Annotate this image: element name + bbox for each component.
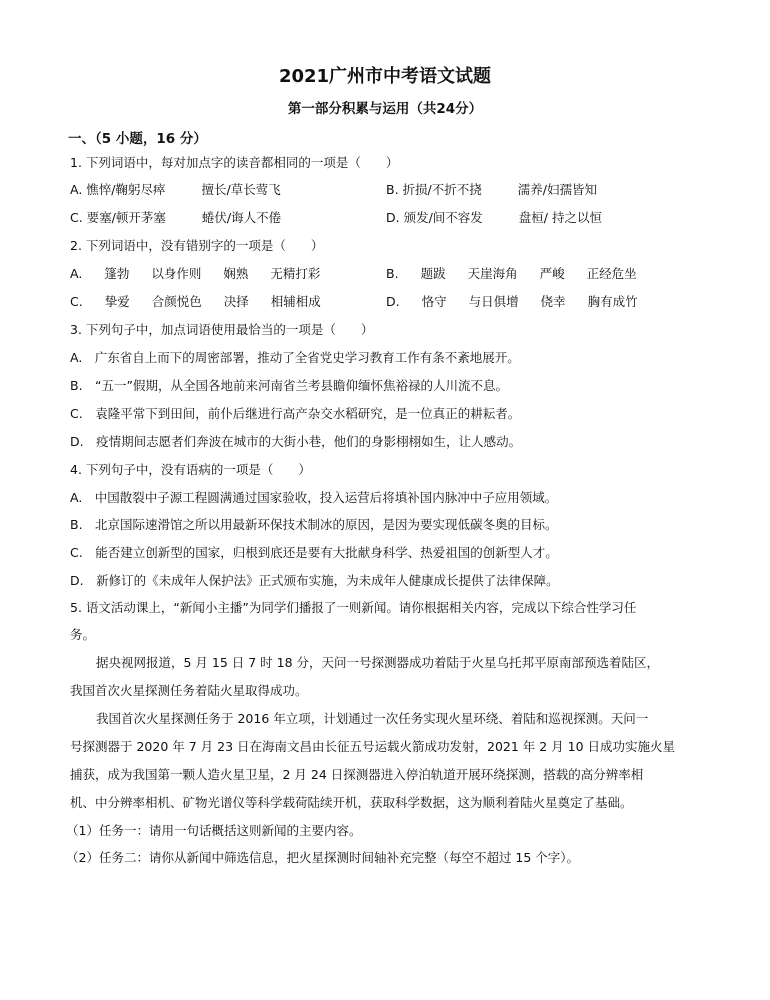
q2-a-letter: A. (70, 266, 83, 281)
q2-c-word: 决择 (223, 294, 249, 309)
q2-c-letter: C. (70, 294, 83, 309)
q1-c-word1: C. 要塞/顿开茅塞 (70, 210, 166, 225)
q2-b-letter: B. (386, 266, 399, 281)
q1-option-b (386, 180, 597, 198)
q2-c-word: 合颜悦色 (151, 294, 202, 309)
q2-option-a (70, 264, 342, 282)
q2-b-word: 严峻 (539, 266, 565, 281)
page-title: 2021广州市中考语文试题 (278, 66, 492, 87)
question-1-stem: 1. 下列词语中，每对加点字的读音都相同的一项是（ ） (70, 155, 399, 170)
q2-a-word: 无精打彩 (270, 266, 321, 281)
news-paragraph-2-cont: 捕获，成为我国第一颗人造火星卫星，2 月 24 日探测器进入停泊轨道开展环绕探测，搭载的高分辨率相 (70, 767, 644, 782)
news-paragraph-1-cont: 我国首次火星探测任务着陆火星取得成功。 (70, 683, 308, 698)
task-2: （2）任务二：请你从新闻中筛选信息，把火星探测时间轴补充完整（每空不超过 15 个字）。 (66, 850, 580, 865)
q2-option-d (386, 292, 660, 310)
q1-c-word2: 蜷伏/诲人不倦 (201, 210, 282, 225)
q1-a-word2: 擅长/草长莺飞 (201, 182, 281, 197)
q1-b-word1: B. 折损/不折不挠 (386, 182, 482, 197)
task-1: （1）任务一：请用一句话概括这则新闻的主要内容。 (66, 823, 362, 838)
news-paragraph-2-cont: 号探测器于 2020 年 7 月 23 日在海南文昌由长征五号运载火箭成功发射，2021 年 2 月 10 日成功实施火星 (70, 739, 676, 754)
news-paragraph-2-cont: 机、中分辨率相机、矿物光谱仪等科学载荷陆续开机，获取科学数据，这为顺利着陆火星奠定了基础。 (70, 795, 633, 810)
part-subtitle: 第一部分积累与运用（共24分） (287, 101, 483, 117)
q2-b-word: 正经危坐 (586, 266, 637, 281)
question-5-stem: 5. 语文活动课上，“新闻小主播”为同学们播报了一则新闻。请你根据相关内容，完成以下综合性学习任 (70, 600, 637, 615)
news-paragraph-2: 我国首次火星探测任务于 2016 年立项，计划通过一次任务实现火星环绕、着陆和巡视探测。天问一 (96, 711, 649, 726)
section-heading: 一、（5 小题，16 分） (68, 131, 207, 147)
q4-option-b: B. 北京国际速滑馆之所以用最新环保技术制冰的原因，是因为要实现低碳冬奥的目标。 (70, 517, 558, 532)
q2-a-word: 娴熟 (223, 266, 249, 281)
q1-option-a (70, 180, 281, 198)
q1-option-d (386, 208, 602, 226)
q4-option-d: D. 新修订的《未成年人保护法》正式颁布实施，为未成年人健康成长提供了法律保障。 (70, 573, 559, 588)
q2-d-word: 胸有成竹 (587, 294, 638, 309)
q1-d-word2: 盘桓/ 持之以恒 (518, 210, 602, 225)
q2-d-word: 侥幸 (540, 294, 566, 309)
q3-option-b: B. “五一”假期，从全国各地前来河南省兰考县瞻仰缅怀焦裕禄的人川流不息。 (70, 378, 509, 393)
question-2-stem: 2. 下列词语中，没有错别字的一项是（ ） (70, 238, 324, 253)
q4-option-a: A. 中国散裂中子源工程圆满通过国家验收，投入运营后将填补国内脉冲中子应用领域。 (70, 490, 558, 505)
q3-option-d: D. 疫情期间志愿者们奔波在城市的大街小巷，他们的身影栩栩如生，让人感动。 (70, 434, 522, 449)
q2-d-word: 与日俱增 (468, 294, 519, 309)
q2-a-word: 以身作则 (151, 266, 202, 281)
news-paragraph-1: 据央视网报道，5 月 15 日 7 时 18 分，天问一号探测器成功着陆于火星乌托邦平原南部预选着陆区， (96, 655, 660, 670)
q1-b-word2: 濡养/妇孺皆知 (517, 182, 597, 197)
q2-c-word: 相辅相成 (270, 294, 321, 309)
q2-b-word: 天崖海角 (467, 266, 518, 281)
q3-option-a: A. 广东省自上而下的周密部署，推动了全省党史学习教育工作有条不紊地展开。 (70, 350, 520, 365)
q2-a-word: 篷勃 (104, 266, 130, 281)
q2-b-word: 题跋 (420, 266, 446, 281)
q2-option-c (70, 292, 343, 310)
q1-d-word1: D. 颁发/间不容发 (386, 210, 483, 225)
q2-d-word: 恪守 (421, 294, 447, 309)
q2-option-b (386, 264, 659, 282)
q2-c-word: 挚爱 (104, 294, 130, 309)
q1-a-word1: A. 憔悴/鞠躬尽瘁 (70, 182, 166, 197)
q1-option-c (70, 208, 281, 226)
question-5-stem-cont: 务。 (70, 627, 96, 642)
q3-option-c: C. 袁隆平常下到田间，前仆后继进行高产杂交水稻研究，是一位真正的耕耘者。 (70, 406, 521, 421)
q4-option-c: C. 能否建立创新型的国家，归根到底还是要有大批献身科学、热爱祖国的创新型人才。 (70, 545, 558, 560)
question-4-stem: 4. 下列句子中，没有语病的一项是（ ） (70, 462, 311, 477)
question-3-stem: 3. 下列句子中，加点词语使用最恰当的一项是（ ） (70, 322, 374, 337)
q2-d-letter: D. (386, 294, 400, 309)
